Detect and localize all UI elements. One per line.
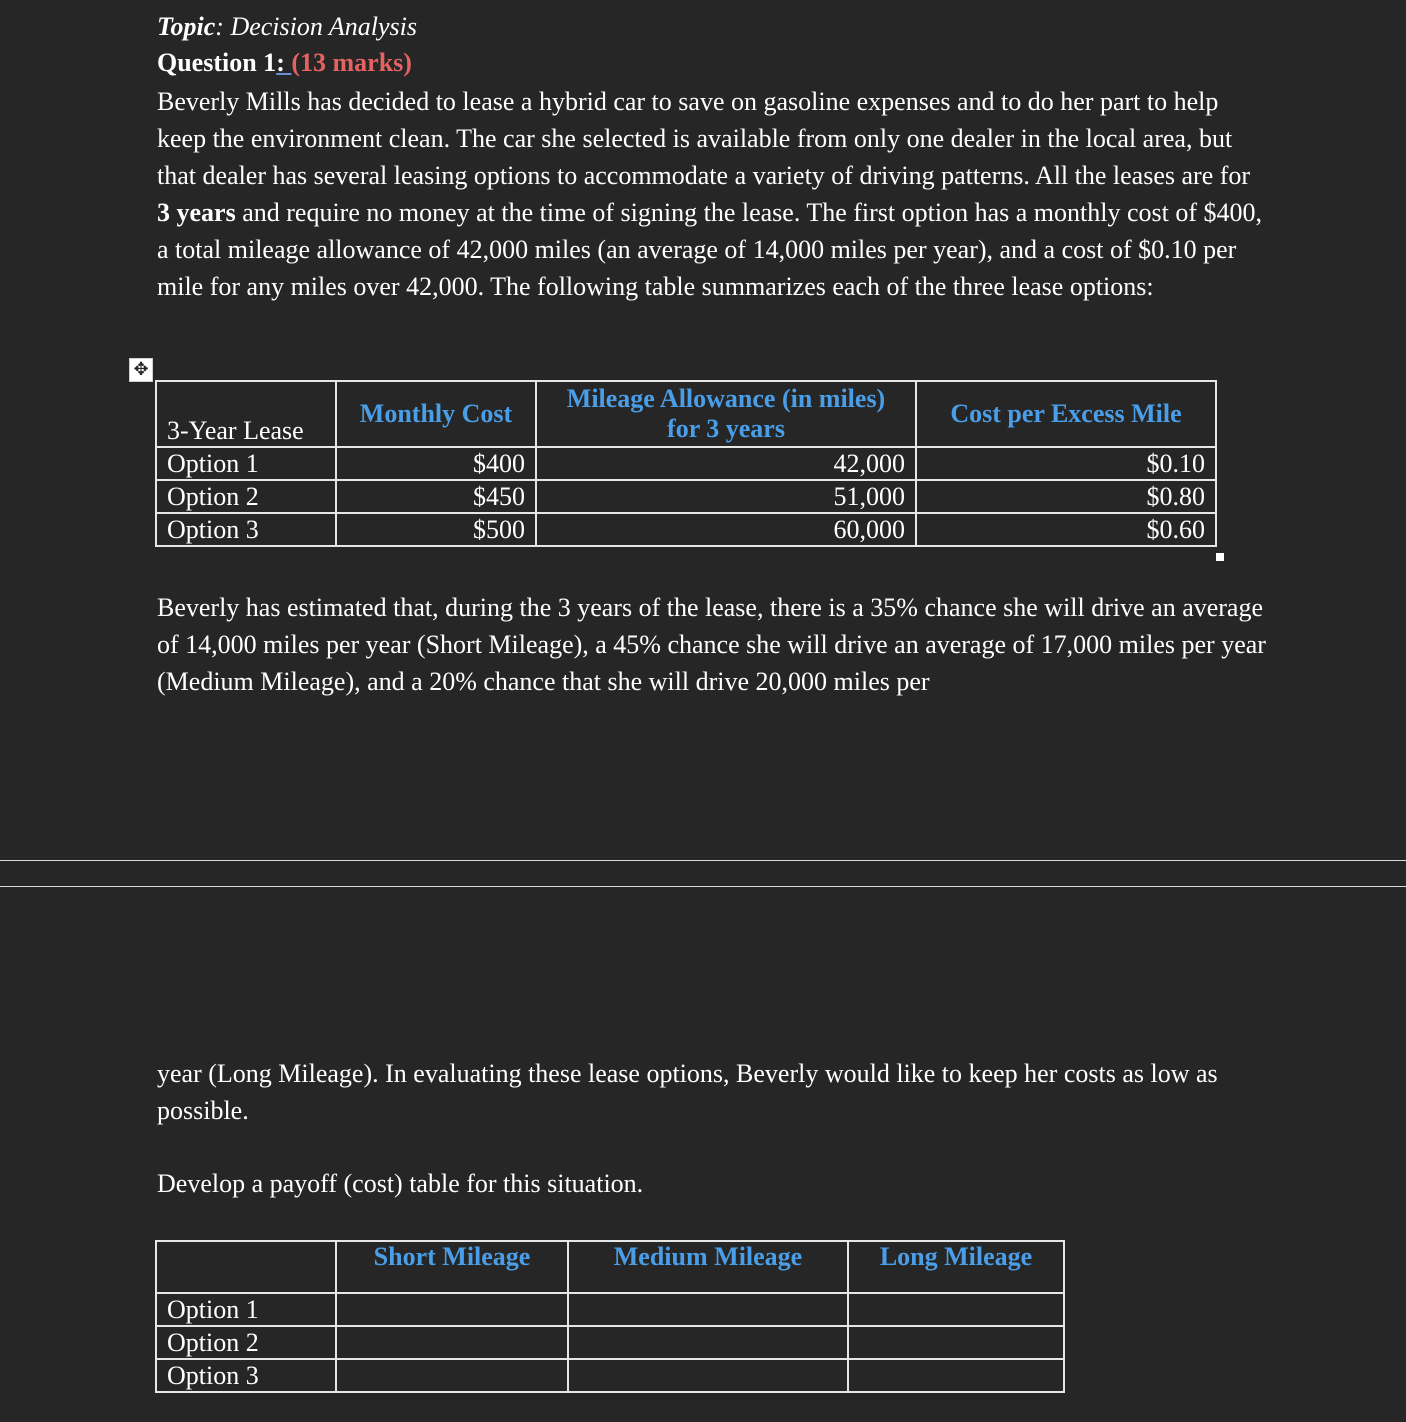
topic-line	[157, 8, 417, 45]
payoff-header-row	[156, 1241, 1064, 1293]
payoff-cell[interactable]	[336, 1326, 568, 1359]
task-instruction: Develop a payoff (cost) table for this situation.	[157, 1169, 644, 1198]
question-colon: :	[276, 48, 285, 77]
lease-excess-cost: $0.80	[916, 480, 1216, 513]
payoff-option-label: Option 3	[156, 1359, 336, 1392]
payoff-cell[interactable]	[568, 1359, 848, 1392]
lease-option-label: Option 3	[156, 513, 336, 546]
lease-header-row	[156, 381, 1216, 447]
lease-mileage-allowance: 60,000	[536, 513, 916, 546]
payoff-cell[interactable]	[568, 1326, 848, 1359]
question-label: Question 1	[157, 48, 277, 77]
payoff-cell[interactable]	[336, 1359, 568, 1392]
paragraph1-part1: Beverly Mills has decided to lease a hybrid car to save on gasoline expenses and to do her part to help keep the environment clean. The car she selected is available from only one dealer in the local area, but that dealer has several leasing options to accommodate a variety of driving patterns. All the leases are for	[157, 87, 1251, 190]
topic-separator: :	[215, 12, 224, 41]
payoff-option-label: Option 2	[156, 1326, 336, 1359]
lease-mileage-allowance: 42,000	[536, 447, 916, 480]
topic-value: Decision Analysis	[223, 12, 417, 41]
paragraph1-part2: and require no money at the time of signing the lease. The first option has a monthly cost of $400, a total mileage allowance of 42,000 miles (an average of 14,000 miles per year), and a cost of $0.10 per mile for any miles over 42,000. The following table summarizes each of the three lease options:	[157, 198, 1263, 301]
question-heading	[157, 44, 412, 81]
lease-options-table	[155, 380, 1217, 547]
problem-paragraph-3: year (Long Mileage). In evaluating these lease options, Beverly would like to keep her costs as low as possible.	[157, 1059, 1218, 1125]
lease-mileage-allowance: 51,000	[536, 480, 916, 513]
payoff-option-label: Option 1	[156, 1293, 336, 1326]
question-marks: (13 marks)	[291, 48, 412, 77]
table-row	[156, 513, 1216, 546]
lease-header-excess-cost: Cost per Excess Mile	[916, 381, 1216, 447]
page-break-bottom	[0, 886, 1406, 887]
lease-header-mileage-allowance: Mileage Allowance (in miles) for 3 years	[536, 381, 916, 447]
table-row	[156, 447, 1216, 480]
problem-paragraph-2: Beverly has estimated that, during the 3 years of the lease, there is a 35% chance she will drive an average of 14,000 miles per year (Short Mileage), a 45% chance she will drive an average of 17,000 miles per year (Medium Mileage), and a 20% chance that she will drive 20,000 miles per	[157, 593, 1266, 696]
table-row	[156, 1293, 1064, 1326]
table-resize-handle[interactable]	[1216, 553, 1224, 561]
payoff-header-long: Long Mileage	[848, 1241, 1064, 1293]
lease-monthly-cost: $500	[336, 513, 536, 546]
topic-label: Topic	[157, 12, 216, 41]
payoff-cell[interactable]	[848, 1326, 1064, 1359]
page-break-top	[0, 860, 1406, 861]
table-row	[156, 1359, 1064, 1392]
payoff-cell[interactable]	[848, 1359, 1064, 1392]
lease-excess-cost: $0.10	[916, 447, 1216, 480]
lease-option-label: Option 1	[156, 447, 336, 480]
lease-option-label: Option 2	[156, 480, 336, 513]
payoff-table	[155, 1240, 1065, 1393]
table-row	[156, 480, 1216, 513]
payoff-cell[interactable]	[568, 1293, 848, 1326]
payoff-cell[interactable]	[336, 1293, 568, 1326]
payoff-header-corner	[156, 1241, 336, 1293]
lease-monthly-cost: $450	[336, 480, 536, 513]
payoff-header-short: Short Mileage	[336, 1241, 568, 1293]
lease-header-monthly-cost: Monthly Cost	[336, 381, 536, 447]
text-cursor	[1215, 485, 1217, 513]
paragraph1-bold: 3 years	[157, 198, 236, 227]
lease-excess-cost: $0.60	[916, 513, 1216, 546]
payoff-header-medium: Medium Mileage	[568, 1241, 848, 1293]
problem-paragraph-1	[157, 83, 1267, 305]
move-icon[interactable]: ✥	[129, 358, 153, 382]
lease-monthly-cost: $400	[336, 447, 536, 480]
lease-header-term: 3-Year Lease	[156, 381, 336, 447]
table-row	[156, 1326, 1064, 1359]
payoff-cell[interactable]	[848, 1293, 1064, 1326]
